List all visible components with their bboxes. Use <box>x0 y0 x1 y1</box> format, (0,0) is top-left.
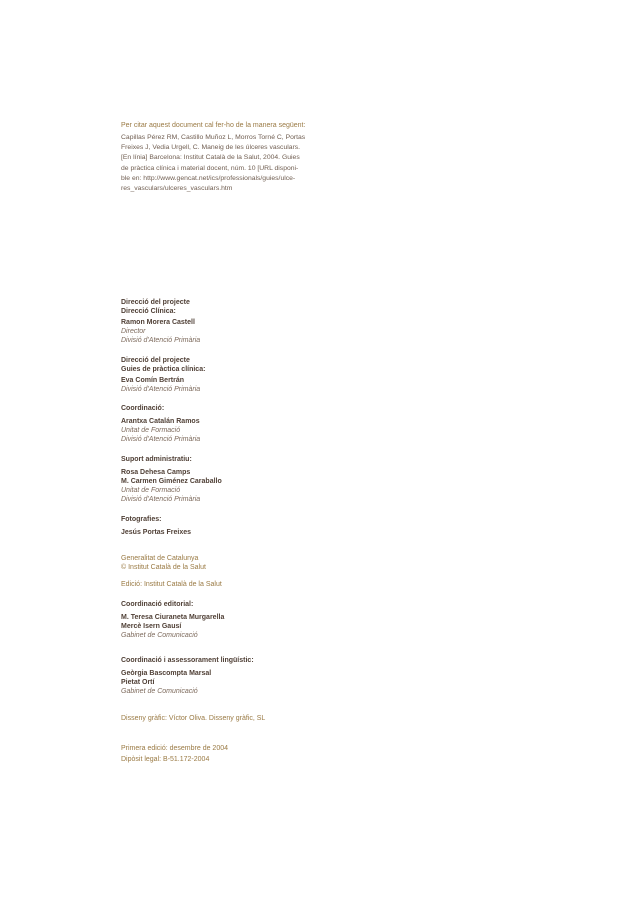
section-heading: Guies de pràctica clínica: <box>121 366 206 373</box>
person-name: Pietat Ortí <box>121 679 155 686</box>
edicio-line: Edició: Institut Català de la Salut <box>121 581 222 588</box>
person-unit: Divisió d'Atenció Primària <box>121 496 201 503</box>
copyright-line: © Institut Català de la Salut <box>121 564 206 571</box>
citation-line: de pràctica clínica i material docent, núm. 10 [URL disponi- <box>121 164 299 172</box>
edicio-block <box>121 580 326 589</box>
disseny-line: Disseny gràfic: Víctor Oliva. Disseny gràfic, SL <box>121 715 266 722</box>
section-heading: Coordinació: <box>121 405 165 412</box>
person-name: M. Teresa Ciuraneta Murgarella <box>121 614 225 621</box>
person-unit: Unitat de Formació <box>121 427 181 434</box>
person-name: Arantxa Catalán Ramos <box>121 418 200 425</box>
person-name: Jesús Portas Freixes <box>121 529 192 536</box>
citation-line: Capillas Pérez RM, Castillo Muñoz L, Morros Torné C, Portas <box>121 134 306 141</box>
diposit-legal-line: Dipòsit legal: B-51.172-2004 <box>121 756 210 763</box>
citation-intro: Per citar aquest document cal fer-ho de la manera següent: <box>121 122 306 129</box>
citation-line: res_vasculars/ulceres_vasculars.htm <box>121 185 233 193</box>
person-name: Ramon Morera Castell <box>121 319 195 326</box>
section-heading: Coordinació i assessorament lingüístic: <box>121 657 254 664</box>
citation-line: ble en: http://www.gencat.net/ics/professionals/guies/ulce- <box>121 174 296 182</box>
citation-line: Freixes J, Vedia Urgell, C. Maneig de les úlceres vasculars. <box>121 144 301 152</box>
citation-line: [En línia] Barcelona: Institut Català de la Salut, 2004. Guies <box>121 154 300 162</box>
coordinacio-block <box>121 404 326 444</box>
fotografies-block <box>121 515 326 537</box>
edition-info-block <box>121 744 326 764</box>
section-heading: Direcció del projecte <box>121 299 190 306</box>
person-unit: Divisió d'Atenció Primària <box>121 386 201 393</box>
direccio-clinica-block <box>121 298 326 345</box>
person-name: Mercè Isern Gausí <box>121 623 182 630</box>
primera-edicio-line: Primera edició: desembre de 2004 <box>121 745 229 752</box>
person-name: M. Carmen Giménez Caraballo <box>121 478 222 485</box>
linguistic-block <box>121 656 326 696</box>
section-heading: Fotografies: <box>121 516 162 523</box>
person-unit: Gabinet de Comunicació <box>121 632 198 639</box>
suport-block <box>121 455 326 504</box>
person-unit: Divisió d'Atenció Primària <box>121 436 201 443</box>
disseny-block <box>121 714 326 723</box>
person-name: Rosa Dehesa Camps <box>121 469 191 476</box>
publisher-line: Generalitat de Catalunya <box>121 555 199 562</box>
coordinacio-editorial-block <box>121 600 326 640</box>
section-heading: Coordinació editorial: <box>121 601 194 608</box>
person-name: Geòrgia Bascompta Marsal <box>121 670 212 677</box>
credits-page <box>121 0 326 901</box>
citation-block <box>121 121 326 194</box>
section-heading: Suport administratiu: <box>121 456 192 463</box>
section-heading: Direcció Clínica: <box>121 308 176 315</box>
person-unit: Unitat de Formació <box>121 487 181 494</box>
copyright-block <box>121 554 326 572</box>
section-heading: Direcció del projecte <box>121 357 190 364</box>
person-role: Director <box>121 328 146 335</box>
person-unit: Divisió d'Atenció Primària <box>121 337 201 344</box>
person-unit: Gabinet de Comunicació <box>121 688 198 695</box>
person-name: Eva Comín Bertrán <box>121 377 185 384</box>
direccio-guies-block <box>121 356 326 394</box>
